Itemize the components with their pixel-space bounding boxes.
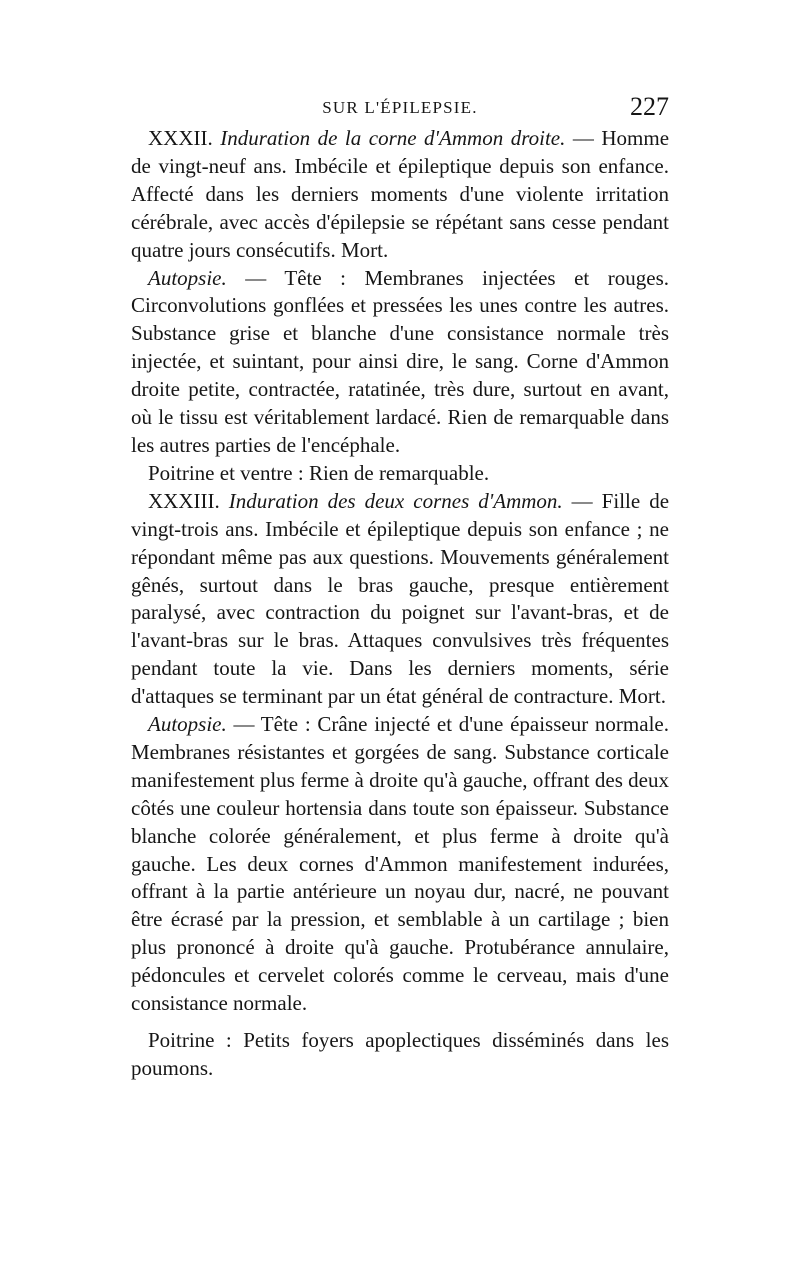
observation-32-history [131, 125, 669, 265]
body-text [131, 125, 669, 1083]
observation-32-autopsy-lead: Autopsie. [148, 265, 227, 290]
observation-32-autopsy-text: — Tête : Membranes injectées et rouges. Circonvolutions gonflées et pressées les unes contre les autres. Substance grise et blanche d'une consistance normale très injectée, et suintant, pour ainsi dire, le sang. Corne d'Ammon droite petite, contractée, ratatinée, très dure, surtout en avant, où le tissu est véritablement lardacé. Rien de remarquable dans les autres parties de l'encéphale. [131, 265, 669, 457]
observation-33-history [131, 488, 669, 711]
running-head [131, 92, 669, 126]
observation-32-history-text: — Homme de vingt-neuf ans. Imbécile et épileptique depuis son enfance. Affecté dans les derniers moments d'une violente irritation cérébrale, avec accès d'épilepsie se répétant sans cesse pendant quatre jours consécutifs. Mort. [131, 126, 670, 262]
observation-32-title: Induration de la corne d'Ammon droite. [220, 126, 566, 150]
observation-33-thorax: Poitrine : Petits foyers apoplectiques disséminés dans les poumons. [131, 1028, 669, 1080]
observation-32-number: XXXII. [148, 126, 213, 150]
observation-33-autopsy [131, 711, 669, 1018]
observation-33-autopsy-lead: Autopsie. [148, 712, 227, 737]
observation-32-autopsy [131, 265, 669, 460]
page-number: 227 [630, 92, 669, 121]
observation-33-history-text: — Fille de vingt-trois ans. Imbécile et épileptique depuis son enfance ; ne répondant même pas aux questions. Mouvements généralement gênés, surtout dans le bras gauche, presque entièrement paralysé, avec contraction du poignet sur l'avant-bras, et de l'avant-bras sur le bras. Attaques convulsives très fréquentes pendant toute la vie. Dans les derniers moments, série d'attaques se terminant par un état général de contracture. Mort. [131, 488, 670, 709]
observation-33-number: XXXIII. [148, 488, 220, 513]
observation-32-thorax: Poitrine et ventre : Rien de remarquable. [148, 460, 490, 485]
running-title: SUR L'ÉPILEPSIE. [322, 98, 478, 117]
observation-33-autopsy-text: — Tête : Crâne injecté et d'une épaisseur normale. Membranes résistantes et gorgées de sang. Substance corticale manifestement plus ferme à droite qu'à gauche, offrant des deux côtés une couleur hortensia dans toute son épaisseur. Substance blanche colorée généralement, et plus ferme à droite qu'à gauche. Les deux cornes d'Ammon manifestement indurées, offrant à la partie antérieure un noyau dur, nacré, ne pouvant être écrasé par la pression, et semblable à un cartilage ; bien plus prononcé à droite qu'à gauche. Protubérance annulaire, pédoncules et cervelet colorés comme le cerveau, mais d'une consistance normale. [131, 712, 669, 1016]
observation-33-title: Induration des deux cornes d'Ammon. [228, 488, 563, 513]
